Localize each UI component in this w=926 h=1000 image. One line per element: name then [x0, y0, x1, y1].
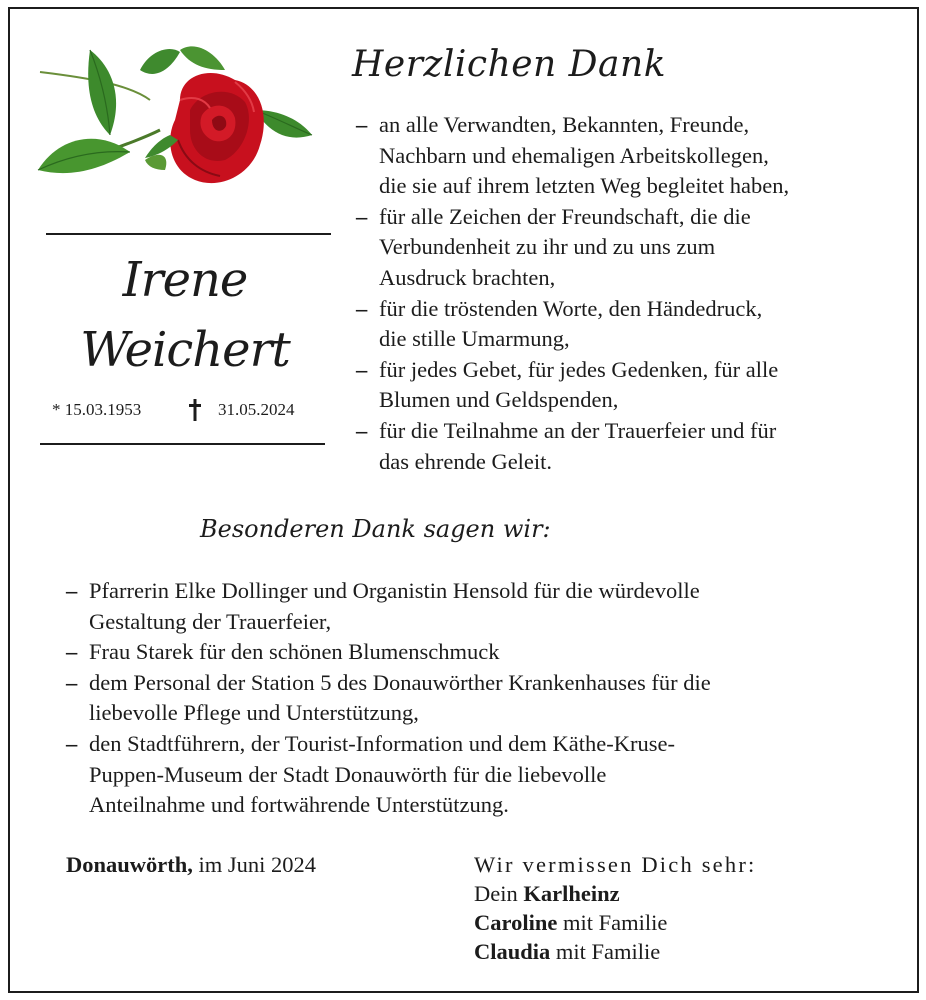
list-item [66, 729, 906, 821]
list-dash: – [356, 417, 368, 443]
list-dash: – [66, 639, 78, 665]
place-date [66, 850, 316, 879]
signature-block [474, 850, 756, 966]
list-item [356, 202, 901, 294]
list-line: Blumen und Geldspenden, [379, 387, 619, 413]
list-line: Verbundenheit zu ihr und zu uns zum [379, 234, 716, 260]
list-line: Nachbarn und ehemaligen Arbeitskollegen, [379, 142, 769, 168]
signature-suffix: mit Familie [555, 939, 661, 964]
place: Donauwörth, [66, 852, 193, 877]
list-dash: – [66, 730, 78, 756]
list-line: an alle Verwandten, Bekannten, Freunde, [379, 112, 750, 137]
list-line: Pfarrerin Elke Dollinger und Organistin Hensold für die würdevolle [89, 578, 700, 603]
list-dash: – [356, 112, 368, 137]
list-line: für die tröstenden Worte, den Händedruck, [379, 295, 763, 321]
list-item [66, 668, 906, 729]
death-date: 31.05.2024 [218, 400, 295, 419]
signature-line [474, 879, 756, 908]
signature-name: Claudia [474, 939, 551, 964]
signature-name: Karlheinz [523, 881, 620, 906]
list-item [356, 416, 901, 477]
special-thanks-heading: Besonderen Dank sagen wir: [200, 515, 551, 543]
special-thanks-list [66, 576, 906, 821]
list-item [356, 294, 901, 355]
list-line: für jedes Gebet, für jedes Gedenken, für alle [379, 356, 779, 382]
list-item [356, 110, 901, 202]
signature-prefix: Dein [474, 881, 518, 906]
list-line: Ausdruck brachten, [379, 264, 556, 290]
list-item [356, 355, 901, 416]
list-item [66, 637, 906, 668]
deceased-last-name: Weichert [80, 322, 290, 378]
rose-icon [30, 40, 320, 200]
list-line: Gestaltung der Trauerfeier, [89, 608, 332, 634]
thanks-list [356, 110, 901, 477]
list-line: für die Teilnahme an der Trauerfeier und für [379, 417, 777, 443]
signature-line [474, 937, 756, 966]
list-line: das ehrende Geleit. [379, 448, 553, 474]
list-line: für alle Zeichen der Freundschaft, die die [379, 203, 751, 229]
list-dash: – [66, 578, 78, 603]
page-title: Herzlichen Dank [352, 44, 667, 85]
list-dash: – [66, 669, 78, 695]
list-line: die sie auf ihrem letzten Weg begleitet haben, [379, 173, 790, 199]
signature-line [474, 908, 756, 937]
list-line: dem Personal der Station 5 des Donauwörther Krankenhauses für die [89, 669, 711, 695]
name-bottom-rule [40, 443, 325, 445]
list-line: Anteilnahme und fortwährende Unterstützung. [89, 792, 509, 818]
list-item [66, 576, 906, 637]
list-line: liebevolle Pflege und Unterstützung, [89, 700, 419, 726]
date: im Juni 2024 [198, 852, 317, 877]
name-top-rule [46, 233, 331, 235]
list-line: die stille Umarmung, [379, 326, 570, 352]
deceased-first-name: Irene [122, 252, 248, 308]
signature-name: Caroline [474, 910, 558, 935]
list-line: Puppen-Museum der Stadt Donauwörth für die liebevolle [89, 761, 607, 787]
birth-date: * 15.03.1953 [52, 400, 142, 419]
signature-intro: Wir vermissen Dich sehr: [474, 852, 757, 877]
list-dash: – [356, 295, 368, 321]
list-line: den Stadtführern, der Tourist-Information und dem Käthe-Kruse- [89, 730, 675, 756]
list-dash: – [356, 356, 368, 382]
signature-suffix: mit Familie [562, 910, 668, 935]
list-line: Frau Starek für den schönen Blumenschmuck [89, 639, 500, 665]
cross-icon [189, 399, 201, 421]
list-dash: – [356, 203, 368, 229]
